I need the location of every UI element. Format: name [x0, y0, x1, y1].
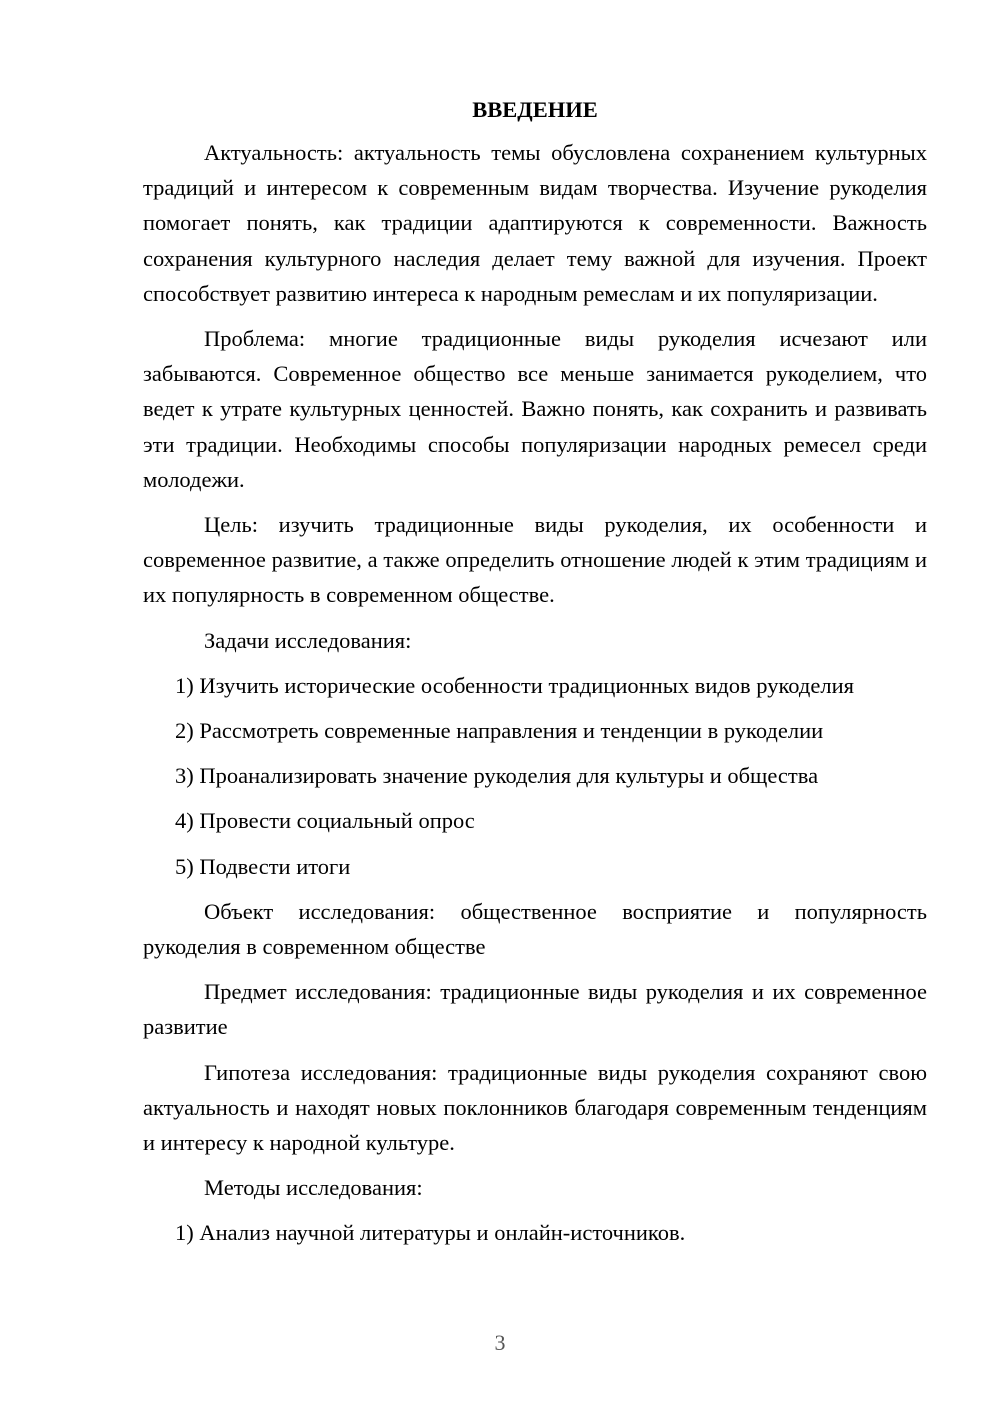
- relevance-paragraph: Актуальность: актуальность темы обусловлена сохранением культурных традиций и интересом к современным видам творчества. Изучение рукоделия помогает понять, как традиции адаптируются к современности. Важность сохранения культурного наследия делает тему важной для изучения. Проект способствует развитию интереса к народным ремеслам и их популяризации.: [143, 140, 927, 306]
- problem-paragraph: Проблема: многие традиционные виды рукоделия исчезают или забываются. Современное общество все меньше занимается рукоделием, что ведет к утрате культурных ценностей. Важно понять, как сохранить и развивать эти традиции. Необходимы способы популяризации народных ремесел среди молодежи.: [143, 326, 927, 492]
- task-item: 1) Изучить исторические особенности традиционных видов рукоделия: [175, 672, 854, 698]
- method-item: 1) Анализ научной литературы и онлайн-источников.: [175, 1220, 686, 1246]
- task-item: 3) Проанализировать значение рукоделия для культуры и общества: [175, 763, 819, 789]
- object-paragraph: Объект исследования: общественное восприятие и популярность рукоделия в современном обществе: [143, 898, 927, 960]
- page-content: [143, 95, 927, 1261]
- task-item: 2) Рассмотреть современные направления и тенденции в рукоделии: [175, 718, 824, 744]
- tasks-label: Задачи исследования:: [204, 627, 412, 653]
- page-number: 3: [494, 1330, 506, 1355]
- methods-label: Методы исследования:: [204, 1175, 423, 1201]
- section-heading: ВВЕДЕНИЕ: [472, 97, 598, 122]
- goal-paragraph: Цель: изучить традиционные виды рукоделия, их особенности и современное развитие, а также определить отношение людей к этим традициям и их популярность в современном обществе.: [143, 512, 927, 608]
- hypothesis-paragraph: Гипотеза исследования: традиционные виды рукоделия сохраняют свою актуальность и находят новых поклонников благодаря современным тенденциям и интересу к народной культуре.: [143, 1059, 927, 1156]
- subject-paragraph: Предмет исследования: традиционные виды рукоделия и их современное развитие: [143, 979, 927, 1040]
- methods-list: [143, 1215, 927, 1250]
- task-item: 5) Подвести итоги: [175, 853, 351, 879]
- task-item: 4) Провести социальный опрос: [175, 808, 475, 834]
- tasks-list: [143, 668, 927, 884]
